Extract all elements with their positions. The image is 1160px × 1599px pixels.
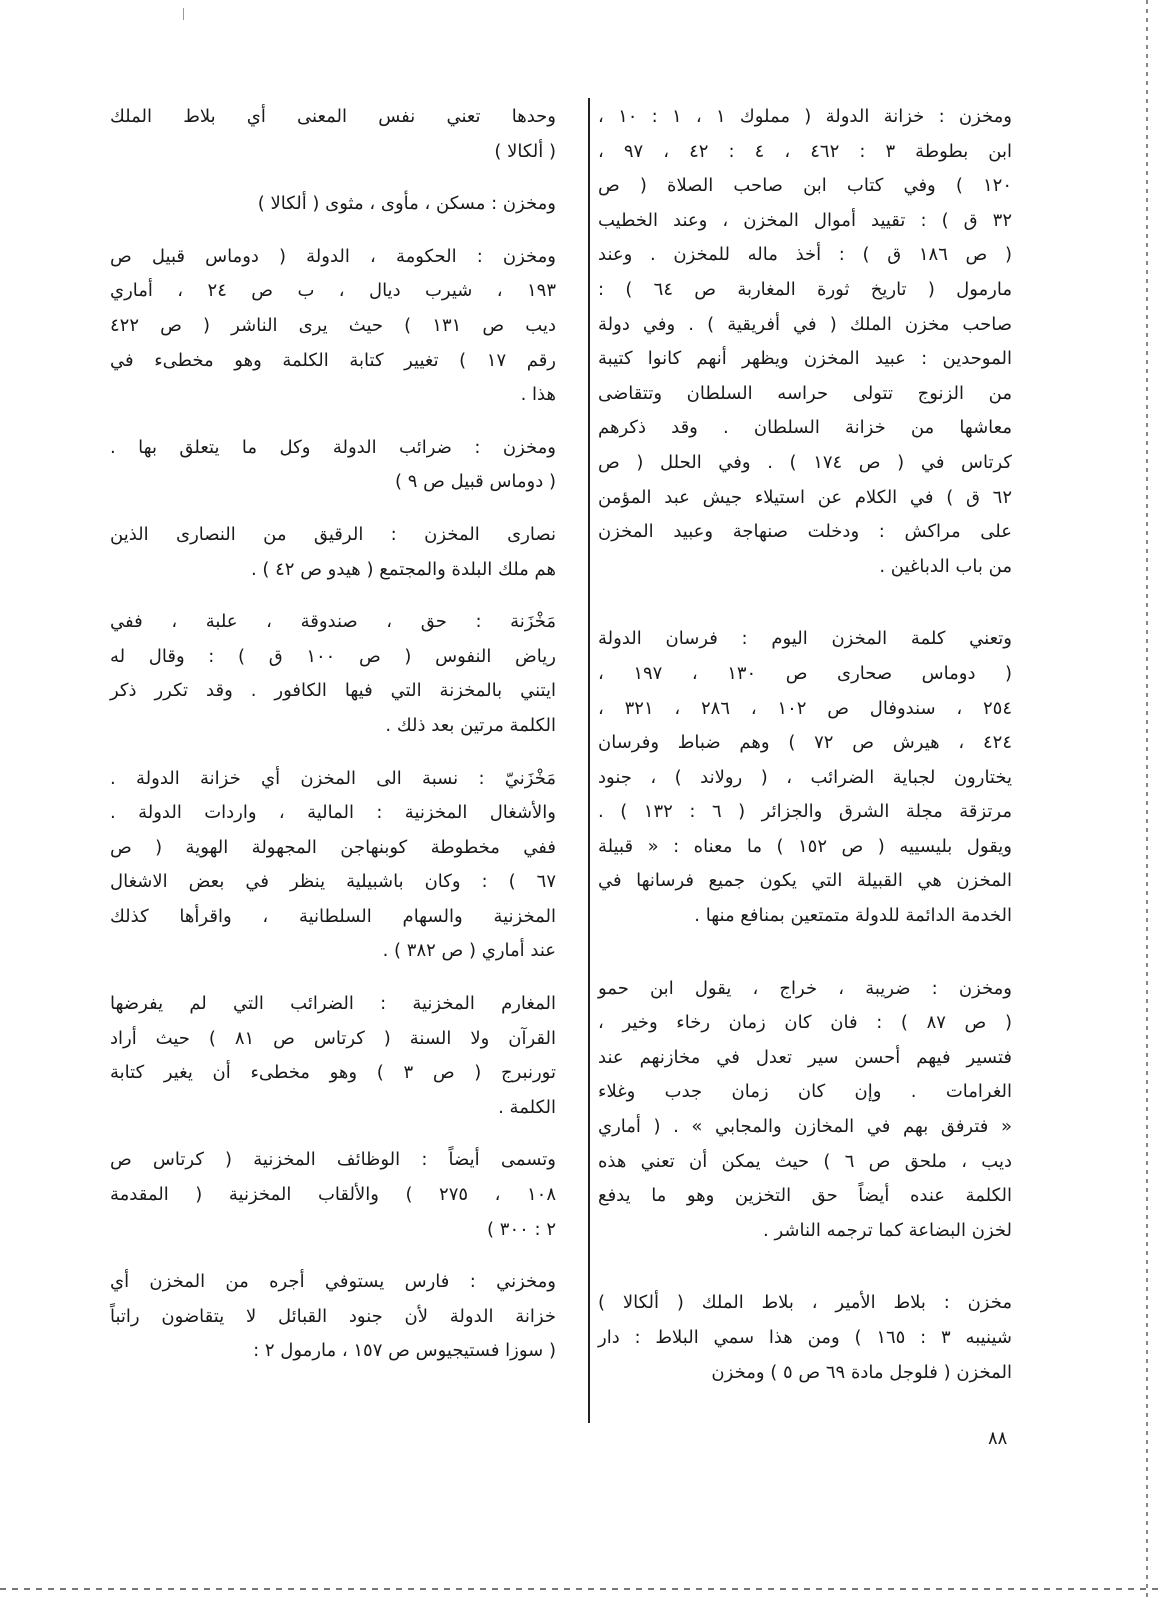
text-line: ففي مخطوطة كوبنهاجن المجهولة الهوية ( ص [110,836,556,858]
text-line: ٤٢٤ ، هيرش ص ٧٢ ) وهم ضباط وفرسان [598,732,1012,754]
text-line: ٢ : ٣٠٠ ) [487,1218,556,1240]
text-line: الكلمة . [498,1096,556,1118]
text-line: المغارم المخزنية : الضرائب التي لم يفرضها [110,993,556,1015]
text-line: الموحدين : عبيد المخزن ويظهر أنهم كانوا كتيبة [598,348,1012,370]
dictionary-entry [110,240,556,413]
text-line: والأشغال المخزنية : المالية ، واردات الدولة . [110,802,556,824]
text-line: « فترفق بهم في المخازن والمجابي » . ( أماري [598,1116,1012,1138]
text-line: مَخْزَنة : حق ، صندوقة ، علبة ، ففي [110,611,556,633]
dictionary-entry [110,1265,556,1369]
text-line: فتسير فيهم أحسن سير تعدل في مخازنهم عند [598,1046,1012,1068]
text-line: ومخزن : خزانة الدولة ( مملوك ١ ، ١ : ١٠ ، [598,106,1012,127]
text-line: وتعني كلمة المخزن اليوم : فرسان الدولة [598,628,1012,650]
text-line: وحدها تعني نفس المعنى أي بلاط الملك [110,106,556,127]
text-line: ٣٢ ق ) : تقييد أموال المخزن ، وعند الخطيب [598,209,1012,231]
text-line: ٦٢ ق ) في الكلام عن استيلاء جيش عبد المؤمن [598,486,1012,508]
text-line: لخزن البضاعة كما ترجمه الناشر . [763,1219,1012,1241]
column-divider [588,98,590,1423]
text-line: هم ملك البلدة والمجتمع ( هيدو ص ٤٢ ) . [250,558,556,580]
text-line: معاشها من خزانة السلطان . وقد ذكرهم [598,417,1012,439]
text-line: يختارون لجباية الضرائب ، ( رولاند ) ، جنود [598,766,1012,788]
text-line: نصارى المخزن : الرقيق من النصارى الذين [110,523,556,545]
text-line: ( دوماس صحارى ص ١٣٠ ، ١٩٧ ، [598,662,1013,684]
text-line: الخدمة الدائمة للدولة متمتعين بمنافع منها . [694,905,1012,927]
text-line: ٢٥٤ ، سندوفال ص ١٠٢ ، ٢٨٦ ، ٣٢١ ، [598,697,1012,719]
text-line: كرتاس في ( ص ١٧٤ ) . وفي الحلل ( ص [598,451,1012,473]
text-line: رقم ١٧ ) تغيير كتابة الكلمة وهو مخطىء في [110,349,557,371]
dictionary-entry [110,1143,556,1247]
dictionary-entry [598,972,1012,1249]
scan-margin-edge [1146,0,1148,1599]
text-line: رياض النفوس ( ص ١٠٠ ق ) : وقال له [110,645,556,667]
text-line: من باب الدباغين . [879,555,1012,577]
text-line: شينيبه ٣ : ١٦٥ ) ومن هذا سمي البلاط : دار [598,1327,1012,1348]
dictionary-entry [598,622,1012,933]
dictionary-entry [598,1286,1012,1390]
text-line: مارمول ( تاريخ ثورة المغاربة ص ٦٤ ) : [598,278,1012,300]
text-line: ديب ص ١٣١ ) حيث يرى الناشر ( ص ٤٢٢ [110,314,556,336]
dictionary-entry [110,762,556,970]
text-line: تورنبرج ( ص ٣ ) وهو مخطىء أن يغير كتابة [110,1062,556,1084]
text-line: ومخزني : فارس يستوفي أجره من المخزن أي [110,1271,556,1293]
text-line: وتسمى أيضاً : الوظائف المخزنية ( كرتاس ص [110,1149,556,1171]
dictionary-entry [110,431,556,500]
text-line: الكلمة مرتين بعد ذلك . [385,714,556,736]
dictionary-entry [110,187,556,222]
right-text-column [598,100,1012,1390]
text-line: صاحب مخزن الملك ( في أفريقية ) . وفي دولة [598,313,1012,335]
text-line: مرتزقة مجلة الشرق والجزائر ( ٦ : ١٣٢ ) . [598,801,1013,823]
left-text-column [110,100,556,1369]
dictionary-entry [598,100,1012,584]
dictionary-entry [110,605,556,743]
text-line: ويقول بليسييه ( ص ١٥٢ ) ما معناه : « قبيلة [598,835,1012,857]
text-line: هذا . [520,384,556,406]
text-line: ١٩٣ ، شيرب ديال ، ب ص ٢٤ ، أماري [110,280,556,302]
text-line: الكلمة عنده أيضاً حق التخزين وهو ما يدفع [598,1185,1012,1207]
text-line: خزانة الدولة لأن جنود القبائل لا يتقاضون راتباً [110,1305,556,1327]
scan-bottom-edge [0,1588,1160,1590]
text-line: المخزن هي القبيلة التي يكون جميع فرسانها في [598,870,1012,892]
text-line: ومخزن : مسكن ، مأوى ، مثوى ( ألكالا ) [257,193,556,215]
text-line: عند أماري ( ص ٣٨٢ ) . [382,940,556,962]
scan-mark [183,8,184,20]
page-number: ٨٨ [988,1428,1008,1449]
text-line: ابن بطوطة ٣ : ٤٦٢ ، ٤ : ٤٢ ، ٩٧ ، [598,140,1012,162]
text-line: ومخزن : ضريبة ، خراج ، يقول ابن حمو [598,977,1012,999]
text-line: ( ص ١٨٦ ق ) : أخذ ماله للمخزن . وعند [598,244,1012,266]
text-line: ايتني بالمخزنة التي فيها الكافور . وقد تكرر ذكر [110,680,556,702]
dictionary-entry [110,987,556,1125]
text-line: على مراكش : ودخلت صنهاجة وعبيد المخزن [598,521,1012,543]
text-line: مَخْزَنيّ : نسبة الى المخزن أي خزانة الدولة . [110,767,556,789]
text-line: المخزن ( فلوجل مادة ٦٩ ص ٥ ) ومخزن [711,1361,1012,1383]
text-line: ٦٧ ) : وكان باشبيلية ينظر في بعض الاشغال [110,871,556,893]
text-line: القرآن ولا السنة ( كرتاس ص ٨١ ) حيث أراد [110,1027,556,1049]
text-line: ومخزن : الحكومة ، الدولة ( دوماس قبيل ص [110,245,556,267]
text-line: مخزن : بلاط الأمير ، بلاط الملك ( ألكالا ) [598,1292,1012,1314]
text-line: ( ص ٨٧ ) : فان كان زمان رخاء وخير ، [598,1012,1012,1034]
text-line: ديب ، ملحق ص ٦ ) حيث يمكن أن تعني هذه [598,1150,1012,1172]
text-line: المخزنية والسهام السلطانية ، واقرأها كذلك [110,905,556,927]
text-line: ١٢٠ ) وفي كتاب ابن صاحب الصلاة ( ص [598,175,1012,197]
text-line: ١٠٨ ، ٢٧٥ ) والألقاب المخزنية ( المقدمة [110,1184,556,1206]
dictionary-entry [110,100,556,169]
text-line: الغرامات . وإن كان زمان جدب وغلاء [598,1081,1012,1103]
text-line: ( دوماس قبيل ص ٩ ) [395,471,556,493]
text-line: من الزنوج تتولى حراسه السلطان وتتقاضى [598,382,1012,404]
text-line: ( سوزا فستيجيوس ص ١٥٧ ، مارمول ٢ : [253,1340,556,1362]
text-line: ( ألكالا ) [494,140,556,162]
text-line: ومخزن : ضرائب الدولة وكل ما يتعلق بها . [110,436,556,458]
dictionary-entry [110,518,556,587]
